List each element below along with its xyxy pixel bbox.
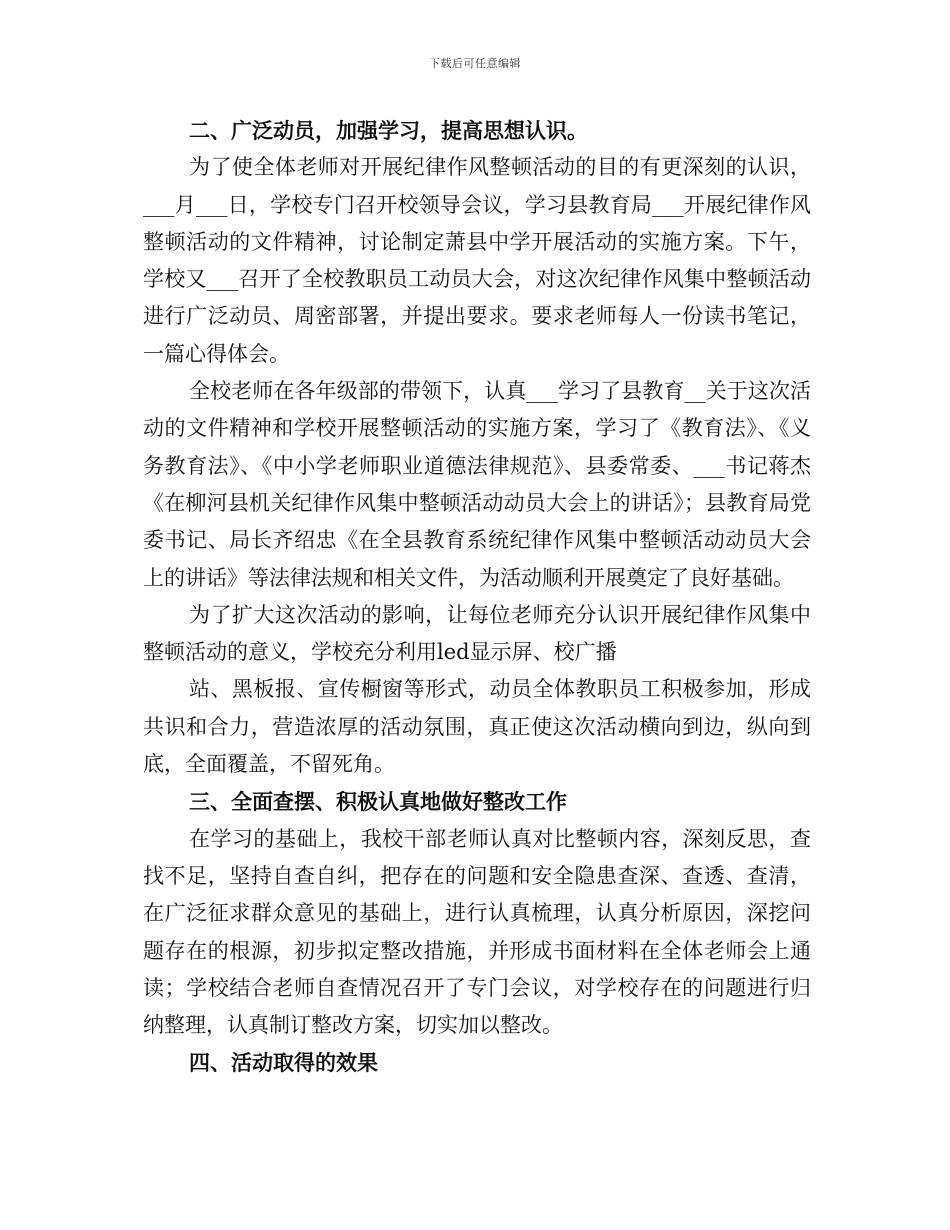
section-heading: 四、活动取得的效果 [189, 1050, 378, 1076]
paragraph: 为了使全体老师对开展纪律作风整顿活动的目的有更深刻的认识，___月___日，学校专门召开校领导会议，学习县教育局___开展纪律作风整顿活动的文件精神，讨论制定萧县中学开展活动的实施方案。下午，学校又___召开了全校教职员工动员大会，对这次纪律作风集中整顿活动进行广泛动员、周密部署，并提出要求。要求老师每人一份读书笔记，一篇心得体会。 [143, 155, 811, 366]
paragraph: 在学习的基础上，我校干部老师认真对比整顿内容，深刻反思，查找不足，坚持自查自纠，把存在的问题和安全隐患查深、查透、查清，在广泛征求群众意见的基础上，进行认真梳理，认真分析原因，深挖问题存在的根源，初步拟定整改措施，并形成书面材料在全体老师会上通读；学校结合老师自查情况召开了专门会议，对学校存在的问题进行归纳整理，认真制订整改方案，切实加以整改。 [143, 826, 811, 1038]
paragraph: 站、黑板报、宣传橱窗等形式，动员全体教职员工积极参加，形成共识和合力，营造浓厚的活动氛围，真正使这次活动横向到边，纵向到底，全面覆盖，不留死角。 [143, 677, 811, 777]
page-header-note: 下载后可任意编辑 [429, 57, 521, 70]
paragraph: 为了扩大这次活动的影响，让每位老师充分认识开展纪律作风集中整顿活动的意义，学校充分利用led显示屏、校广播 [143, 602, 811, 665]
paragraph: 全校老师在各年级部的带领下，认真___学习了县教育__关于这次活动的文件精神和学校开展整顿活动的实施方案，学习了《教育法》、《义务教育法》、《中小学老师职业道德法律规范》、县委常委、___书记蒋杰《在柳河县机关纪律作风集中整顿活动动员大会上的讲话》；县教育局党委书记、局长齐绍忠《在全县教育系统纪律作风集中整顿活动动员大会上的讲话》等法律法规和相关文件，为活动顺利开展奠定了良好基础。 [143, 379, 811, 590]
document-body [143, 112, 811, 1082]
section-heading: 二、广泛动员，加强学习，提高思想认识。 [189, 118, 588, 143]
section-heading: 三、全面查摆、积极认真地做好整改工作 [189, 789, 567, 815]
